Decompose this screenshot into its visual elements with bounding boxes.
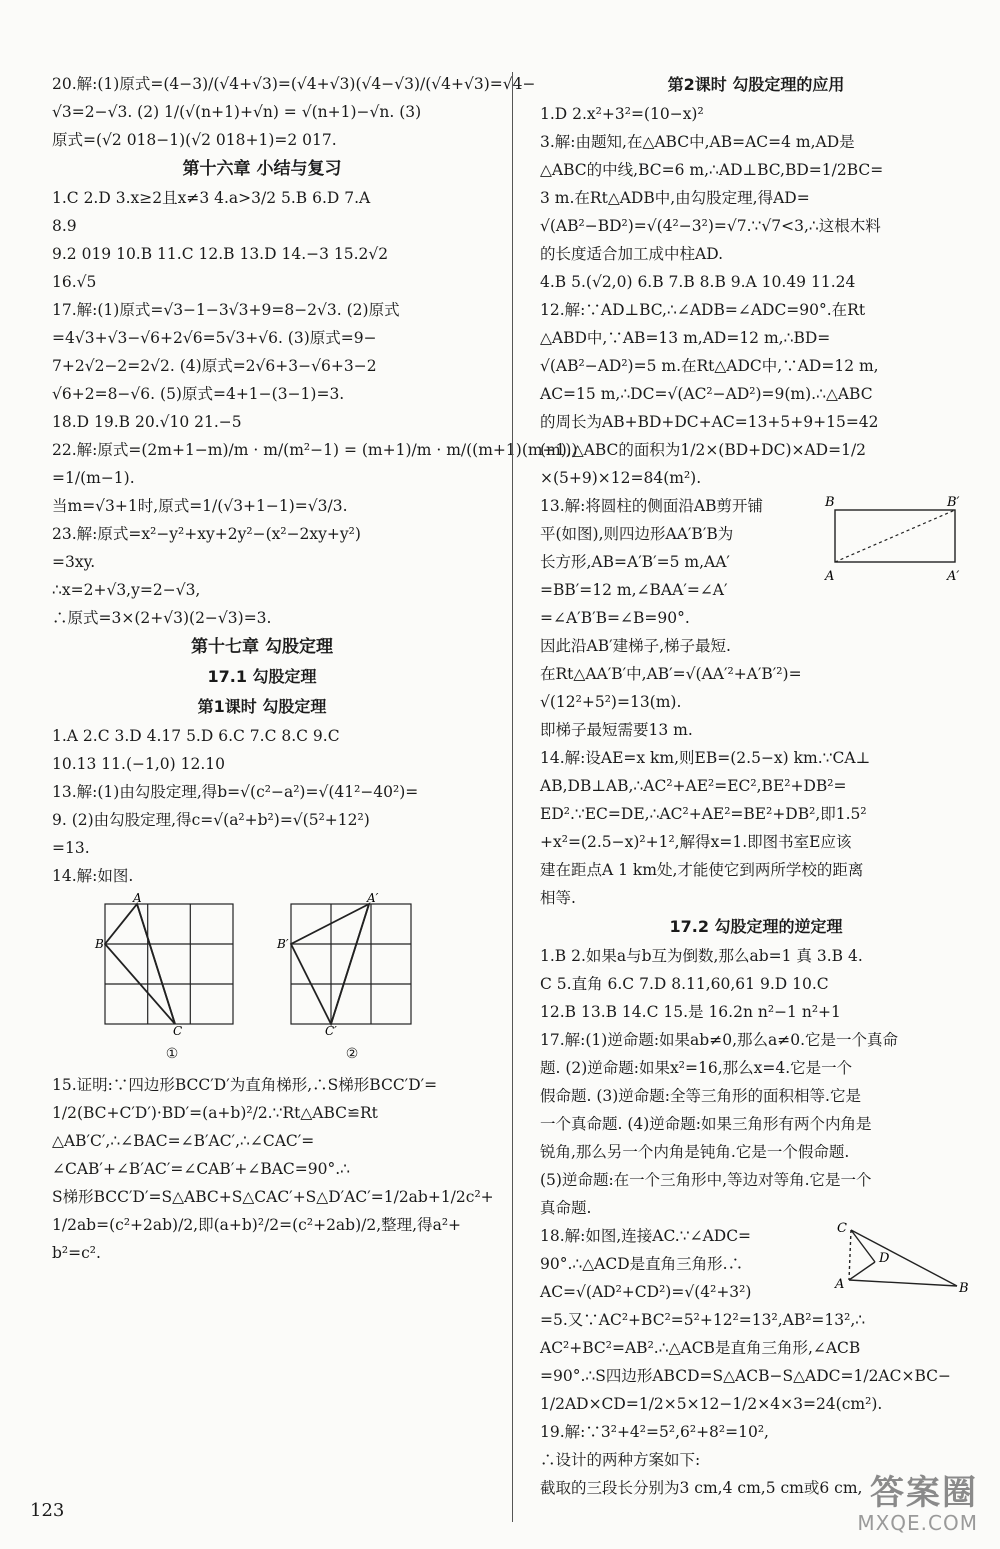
text-line: =90°.∴S四边形ABCD=S△ACB−S△ADC=1/2AC×BC− xyxy=(540,1367,951,1385)
text-line: 在Rt△AA′B′中,AB′=√(AA′²+A′B′²)= xyxy=(540,665,802,683)
text-line: ∴x=2+√3,y=2−√3, xyxy=(52,581,201,599)
text-line: △ABC的中线,BC=6 m,∴AD⊥BC,BD=1/2BC= xyxy=(540,161,884,179)
text-line: 19.解:∵3²+4²=5²,6²+8²=10², xyxy=(540,1423,769,1441)
text-line: =13. xyxy=(52,839,90,857)
text-line: 9. (2)由勾股定理,得c=√(a²+b²)=√(5²+12²) xyxy=(52,811,370,829)
figure-number: ① xyxy=(165,1046,179,1062)
text-line: 14.解:如图. xyxy=(52,867,134,885)
text-line: ∴原式=3×(2+√3)(2−√3)=3. xyxy=(52,609,272,627)
grid-figure-2 xyxy=(277,891,427,1063)
text-line: 17.解:(1)原式=√3−1−3√3+9=8−2√3. (2)原式 xyxy=(52,301,400,319)
vertex-label: A′ xyxy=(367,891,379,905)
text-line: △ABD中,∵AB=13 m,AD=12 m,∴BD= xyxy=(540,329,831,347)
vertex-label: B xyxy=(959,1281,969,1296)
vertex-label: B′ xyxy=(277,937,289,951)
text-line: √(AB²−AD²)=5 m.在Rt△ADC中,∵AD=12 m, xyxy=(540,357,879,375)
grid-figure-1 xyxy=(95,891,247,1063)
text-line: S梯形BCC′D′=S△ABC+S△CAC′+S△D′AC′=1/2ab+1/2c²+ xyxy=(52,1188,494,1206)
vertex-label: A xyxy=(835,1277,845,1292)
vertex-label: B′ xyxy=(947,495,960,510)
text-line: +x²=(2.5−x)²+1²,解得x=1.即图书室E应该 xyxy=(540,833,852,851)
text-line: 3.解:由题知,在△ABC中,AB=AC=4 m,AD是 xyxy=(540,133,855,151)
text-line: 90°.∴△ACD是直角三角形.∴ xyxy=(540,1255,744,1273)
grid-triangle-diagram xyxy=(95,891,247,1038)
text-line: 1.A 2.C 3.D 4.17 5.D 6.C 7.C 8.C 9.C xyxy=(52,727,340,745)
text-line: √(AB²−BD²)=√(4²−3²)=√7.∵√7<3,∴这根木料 xyxy=(540,217,881,235)
text-line: △AB′C′,∴∠BAC=∠B′AC′,∴∠CAC′= xyxy=(52,1132,315,1150)
text-line: 15.证明:∵四边形BCC′D′为直角梯形,∴S梯形BCC′D′= xyxy=(52,1076,438,1094)
text-line: ∠CAB′+∠B′AC′=∠CAB′+∠BAC=90°.∴ xyxy=(52,1160,351,1178)
vertex-label: C xyxy=(173,1024,183,1038)
vertex-label: A xyxy=(825,569,835,584)
text-line: √3=2−√3. (2) 1/(√(n+1)+√n) = √(n+1)−√n. (3) xyxy=(52,103,422,121)
text-line: 1.B 2.如果a与b互为倒数,那么ab=1 真 3.B 4. xyxy=(540,947,863,965)
text-line: 建在距点A 1 km处,才能使它到两所学校的距离 xyxy=(540,861,864,879)
text-line: 1/2(BC+C′D′)·BD′=(a+b)²/2.∵Rt△ABC≌Rt xyxy=(52,1104,378,1122)
vertex-label: A′ xyxy=(947,569,960,584)
text-line: 7+2√2−2=2√2. (4)原式=2√6+3−√6+3−2 xyxy=(52,357,377,375)
text-line: AC=15 m,∴DC=√(AC²−AD²)=9(m).∴△ABC xyxy=(540,385,873,403)
right-column xyxy=(540,70,972,1502)
text-line: 16.√5 xyxy=(52,273,97,291)
text-line: =5.又∵AC²+BC²=5²+12²=13²,AB²=13²,∴ xyxy=(540,1311,866,1329)
text-line: 假命题. (3)逆命题:全等三角形的面积相等.它是 xyxy=(540,1087,861,1105)
text-line: 截取的三段长分别为3 cm,4 cm,5 cm或6 cm, xyxy=(540,1479,863,1497)
quadrilateral-diagram xyxy=(835,1222,970,1306)
text-line: =∠A′B′B=∠B=90°. xyxy=(540,609,690,627)
figure-number: ② xyxy=(345,1046,359,1062)
text-line: 13.解:将圆柱的侧面沿AB剪开铺 xyxy=(540,497,763,515)
text-line: (m),△ABC的面积为1/2×(BD+DC)×AD=1/2 xyxy=(540,441,867,459)
text-line: 1.C 2.D 3.x≥2且x≠3 4.a>3/2 5.B 6.D 7.A xyxy=(52,189,371,207)
text-line: 17.解:(1)逆命题:如果ab≠0,那么a≠0.它是一个真命 xyxy=(540,1031,899,1049)
text-line: √(12²+5²)=13(m). xyxy=(540,693,682,711)
text-line: 的长度适合加工成中柱AD. xyxy=(540,245,723,263)
unrolled-cylinder-diagram xyxy=(825,492,970,592)
vertex-label: A xyxy=(133,891,142,905)
text-line: 18.D 19.B 20.√10 21.−5 xyxy=(52,413,242,431)
text-line: 真命题. xyxy=(540,1199,592,1217)
section-heading: 17.1 勾股定理 xyxy=(207,667,317,686)
text-line: 1.D 2.x²+3²=(10−x)² xyxy=(540,105,704,123)
text-line: 当m=√3+1时,原式=1/(√3+1−1)=√3/3. xyxy=(52,497,348,515)
text-line: =4√3+√3−√6+2√6=5√3+√6. (3)原式=9− xyxy=(52,329,377,347)
watermark-logo: 答案圈 xyxy=(870,1473,978,1513)
text-line: 因此沿AB′建梯子,梯子最短. xyxy=(540,637,731,655)
text-line: b²=c². xyxy=(52,1244,101,1262)
text-line: C 5.直角 6.C 7.D 8.11,60,61 9.D 10.C xyxy=(540,975,829,993)
vertex-label: B xyxy=(95,937,104,951)
lesson-heading: 第2课时 勾股定理的应用 xyxy=(667,75,845,94)
text-line: √6+2=8−√6. (5)原式=4+1−(3−1)=3. xyxy=(52,385,345,403)
text-line: =1/(m−1). xyxy=(52,469,135,487)
column-divider xyxy=(512,72,513,1522)
vertex-label: C xyxy=(837,1221,847,1236)
section-heading: 第十六章 小结与复习 xyxy=(182,159,342,179)
text-line: ED².∵EC=DE,∴AC²+AE²=BE²+DB²,即1.5² xyxy=(540,805,867,823)
text-line: AC²+BC²=AB².∴△ACB是直角三角形,∠ACB xyxy=(540,1339,861,1357)
text-line: 4.B 5.(√2,0) 6.B 7.B 8.B 9.A 10.49 11.24 xyxy=(540,273,856,291)
text-line: AC=√(AD²+CD²)=√(4²+3²) xyxy=(540,1283,752,1301)
text-line: =3xy. xyxy=(52,553,96,571)
text-line: 20.解:(1)原式=(4−3)/(√4+√3)=(√4+√3)(√4−√3)/(√4+√3)=√4− xyxy=(52,75,536,93)
text-line: (5)逆命题:在一个三角形中,等边对等角.它是一个 xyxy=(540,1171,872,1189)
watermark xyxy=(857,1475,978,1535)
text-line: 即梯子最短需要13 m. xyxy=(540,721,693,739)
text-line: 题. (2)逆命题:如果x²=16,那么x=4.它是一个 xyxy=(540,1059,853,1077)
text-line: 22.解:原式=(2m+1−m)/m · m/(m²−1) = (m+1)/m · m/((m+1)(m−1)) xyxy=(52,441,578,459)
lesson-heading: 第1课时 勾股定理 xyxy=(197,697,327,716)
grid-triangle-diagram xyxy=(277,891,427,1038)
text-line: 12.解:∵AD⊥BC,∴∠ADB=∠ADC=90°.在Rt xyxy=(540,301,866,319)
text-line: 的周长为AB+BD+DC+AC=13+5+9+15=42 xyxy=(540,413,879,431)
text-line: AB,DB⊥AB,∴AC²+AE²=EC²,BE²+DB²= xyxy=(540,777,847,795)
text-line: 13.解:(1)由勾股定理,得b=√(c²−a²)=√(41²−40²)= xyxy=(52,783,419,801)
text-line: 3 m.在Rt△ADB中,由勾股定理,得AD= xyxy=(540,189,810,207)
vertex-label: B xyxy=(825,495,835,510)
section-heading: 17.2 勾股定理的逆定理 xyxy=(669,917,843,936)
text-line: 10.13 11.(−1,0) 12.10 xyxy=(52,755,225,773)
text-line: =BB′=12 m,∠BAA′=∠A′ xyxy=(540,581,728,599)
text-line: 8.9 xyxy=(52,217,77,235)
text-line: 1/2ab=(c²+2ab)/2,即(a+b)²/2=(c²+2ab)/2,整理,得a²+ xyxy=(52,1216,462,1234)
text-line: 锐角,那么另一个内角是钝角.它是一个假命题. xyxy=(540,1143,850,1161)
chapter-heading: 第十七章 勾股定理 xyxy=(191,637,333,657)
text-line: 平(如图),则四边形AA′B′B为 xyxy=(540,525,734,543)
page-number: 123 xyxy=(30,1500,65,1521)
text-line: 14.解:设AE=x km,则EB=(2.5−x) km.∵CA⊥ xyxy=(540,749,871,767)
text-line: ∴设计的两种方案如下: xyxy=(540,1451,701,1469)
grid-figures xyxy=(52,891,472,1063)
text-line: 一个真命题. (4)逆命题:如果三角形有两个内角是 xyxy=(540,1115,872,1133)
vertex-label: D xyxy=(879,1251,890,1266)
text-line: 1/2AD×CD=1/2×5×12−1/2×4×3=24(cm²). xyxy=(540,1395,883,1413)
text-line: 相等. xyxy=(540,889,576,907)
vertex-label: C′ xyxy=(325,1024,337,1038)
text-line: 长方形,AB=A′B′=5 m,AA′ xyxy=(540,553,730,571)
text-line: 原式=(√2 018−1)(√2 018+1)=2 017. xyxy=(52,131,337,149)
problem-13-block xyxy=(540,492,972,632)
text-line: 23.解:原式=x²−y²+xy+2y²−(x²−2xy+y²) xyxy=(52,525,361,543)
text-line: 9.2 019 10.B 11.C 12.B 13.D 14.−3 15.2√2 xyxy=(52,245,389,263)
watermark-site: MXQE.COM xyxy=(857,1511,978,1535)
text-line: ×(5+9)×12=84(m²). xyxy=(540,469,702,487)
problem-18-block xyxy=(540,1222,972,1306)
text-line: 12.B 13.B 14.C 15.是 16.2n n²−1 n²+1 xyxy=(540,1003,841,1021)
text-line: 18.解:如图,连接AC.∵∠ADC= xyxy=(540,1227,752,1245)
